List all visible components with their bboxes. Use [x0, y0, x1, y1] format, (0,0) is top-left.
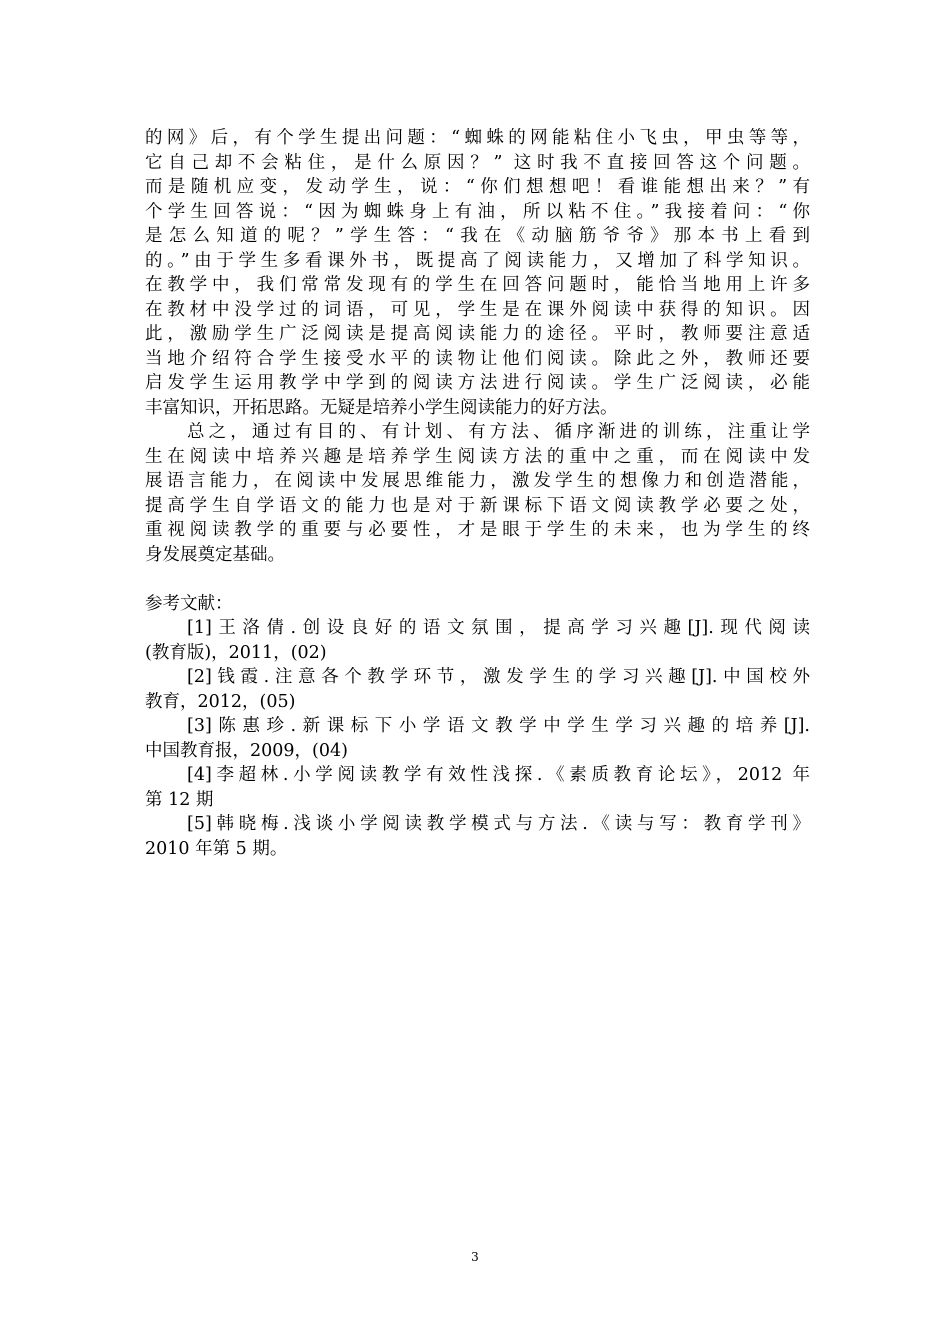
blank-line — [145, 567, 810, 592]
text-line: 的。”由于学生多看课外书，既提高了阅读能力，又增加了科学知识。 — [145, 250, 810, 271]
text-line: 的网》后，有个学生提出问题：“蜘蛛的网能粘住小飞虫，甲虫等等， — [145, 128, 810, 148]
text-line: 此，激励学生广泛阅读是提高阅读能力的途径。平时，教师要注意适 — [145, 324, 810, 344]
reference-item — [145, 714, 810, 763]
reference-line: [1]王洛倩.创设良好的语文氛围，提高学习兴趣[J].现代阅读 — [187, 618, 810, 638]
reference-item — [145, 763, 810, 812]
reference-line: 第 12 期 — [145, 789, 214, 810]
paragraph-1 — [145, 126, 810, 420]
reference-line: 教育，2012，(05) — [145, 691, 296, 712]
reference-item — [145, 812, 810, 861]
text-line: 启发学生运用教学中学到的阅读方法进行阅读。学生广泛阅读，必能 — [145, 373, 810, 393]
reference-line: [3]陈惠珍.新课标下小学语文教学中学生学习兴趣的培养[J]. — [187, 716, 810, 736]
reference-line: 2010 年第 5 期。 — [145, 838, 288, 859]
text-line: 它自己却不会粘住，是什么原因？” 这时我不直接回答这个问题。 — [145, 152, 810, 173]
document-body — [145, 126, 810, 861]
references-section — [145, 592, 810, 862]
text-line: 在教材中没学过的词语，可见，学生是在课外阅读中获得的知识。因 — [145, 299, 810, 320]
reference-line: [5]韩晓梅.浅谈小学阅读教学模式与方法.《读与写：教育学刊》 — [187, 814, 810, 834]
paragraph-2 — [145, 420, 810, 567]
reference-item — [145, 665, 810, 714]
reference-line: [4]李超林.小学阅读教学有效性浅探.《素质教育论坛》，2012 年 — [187, 765, 810, 785]
text-line: 生在阅读中培养兴趣是培养学生阅读方法的重中之重，而在阅读中发 — [145, 446, 810, 467]
text-line: 展语言能力，在阅读中发展思维能力，激发学生的想像力和创造潜能， — [145, 471, 810, 491]
text-line: 提高学生自学语文的能力也是对于新课标下语文阅读教学必要之处， — [145, 495, 810, 516]
text-line: 是怎么知道的呢？”学生答：“我在《动脑筋爷爷》那本书上看到 — [145, 226, 810, 246]
reference-line: 中国教育报，2009，(04) — [145, 740, 348, 761]
text-line: 当地介绍符合学生接受水平的读物让他们阅读。除此之外，教师还要 — [145, 348, 810, 369]
page-number: 3 — [471, 1250, 479, 1264]
text-line: 总之，通过有目的、有计划、有方法、循序渐进的训练，注重让学 — [187, 422, 810, 442]
text-line: 身发展奠定基础。 — [145, 544, 285, 565]
text-line: 丰富知识，开拓思路。无疑是培养小学生阅读能力的好方法。 — [145, 397, 618, 418]
references-heading: 参考文献： — [145, 593, 233, 614]
text-line: 个学生回答说：“因为蜘蛛身上有油，所以粘不住。”我接着问：“你 — [145, 201, 810, 222]
reference-item — [145, 616, 810, 665]
reference-line: [2]钱霞.注意各个教学环节，激发学生的学习兴趣[J].中国校外 — [187, 667, 810, 687]
text-line: 重视阅读教学的重要与必要性，才是眼于学生的未来，也为学生的终 — [145, 520, 810, 540]
text-line: 在教学中，我们常常发现有的学生在回答问题时，能恰当地用上许多 — [145, 275, 810, 295]
text-line: 而是随机应变，发动学生，说：“你们想想吧！看谁能想出来？”有 — [145, 177, 810, 197]
reference-line: (教育版)，2011，(02) — [145, 642, 327, 663]
